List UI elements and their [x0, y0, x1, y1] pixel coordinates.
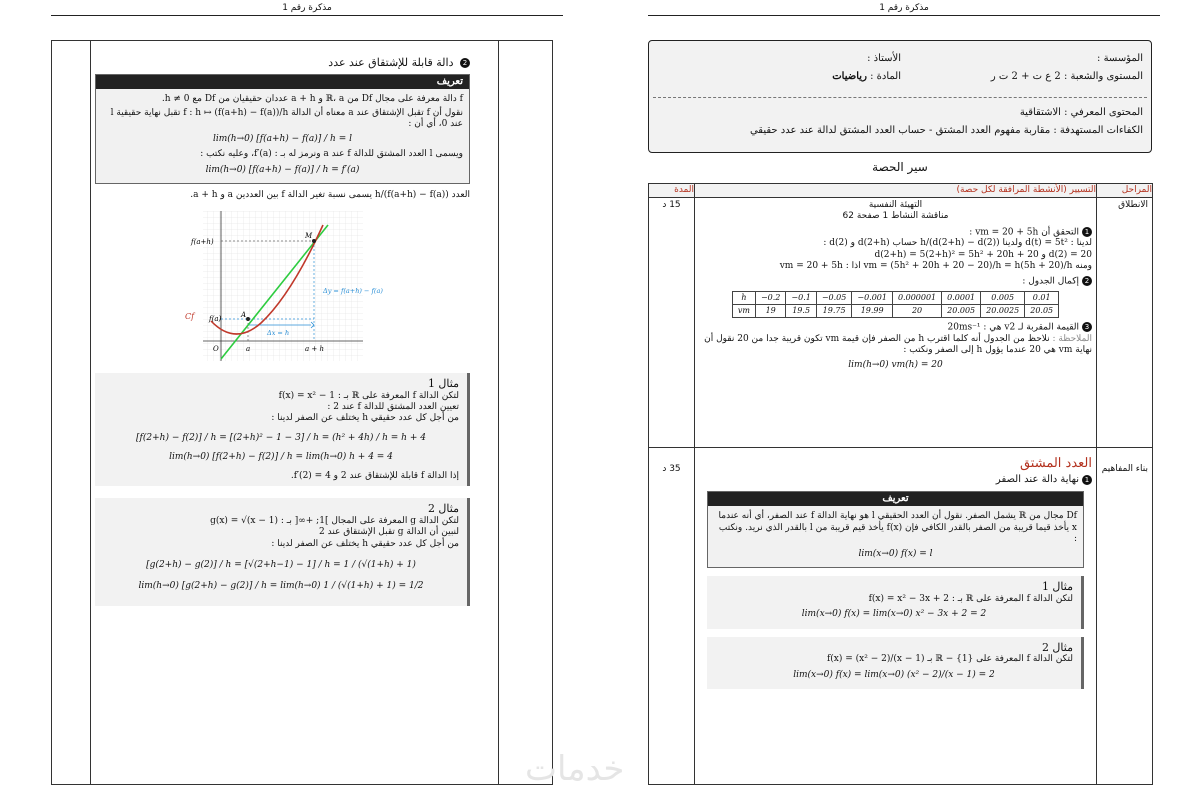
definition-line-3: ويسمى l العدد المشتق للدالة f عند a ونرمز له بـ : f′(a)، وعليه نكتب : [200, 149, 463, 160]
graph-label-ah: a + h [304, 345, 324, 353]
domain-label: المحتوى المعرفي : الاشتقاقية [1019, 107, 1143, 118]
table-cell: 0.005 [981, 291, 1025, 304]
q3-text: القيمة المقربة لـ v2 هي : 20ms⁻¹ [947, 322, 1079, 333]
definition-line-1: f دالة معرفة على مجال Df من ℝ، a و a + h عددان حقيقيان من Df مع h ≠ 0. [161, 94, 463, 105]
example-2-title: مثال 2 [427, 502, 459, 516]
example-1-formula-1: [f(2+h) − f(2)] / h = [(2+h)² − 1 − 3] / h = (h² + 4h) / h = h + 4 [136, 432, 426, 443]
example-1-line-4: إذا الدالة f قابلة للإشتقاق عند 2 و f′(2) = 4. [290, 471, 459, 481]
table-cell: 19.75 [816, 304, 852, 317]
page-header-right: مذكرة رقم 1 [648, 3, 1160, 16]
left-content [95, 52, 470, 612]
q1-text: التحقق أن vm = 20 + 5h : [969, 227, 1079, 237]
graph-label-a-point: A [240, 311, 246, 319]
graph-label-m: M [304, 232, 312, 240]
watermark-logo: خدمات [525, 749, 625, 789]
example-2-formula-1: [g(2+h) − g(2)] / h = [√(2+h−1) − 1] / h = 1 / (√(1+h) + 1) [146, 559, 416, 570]
institution-label: المؤسسة : [1097, 53, 1143, 64]
table-row [732, 304, 1058, 317]
example-1-box [95, 373, 470, 486]
q3-number: 3 [1082, 322, 1092, 332]
table-cell: 20 [892, 304, 941, 317]
q1-number: 1 [1082, 227, 1092, 237]
example-2-line-2: لنبين أن الدالة g تقبل الإشتقاق عند 2 [319, 527, 459, 538]
section-number: 2 [460, 58, 470, 68]
section-title-text: دالة قابلة للإشتقاق عند عدد [328, 56, 454, 69]
table-row [649, 448, 1153, 785]
table-cell: 0.01 [1025, 291, 1059, 304]
note-text: نلاحظ من الجدول أنه كلما اقترب h من الصفر فإن قيمة vm تكون قريبة جدا من 20 نقول أن نهاية vm هي 20 عندما يؤول h إلى الصفر ونكتب : [704, 333, 1092, 355]
table-cell: 20.0025 [981, 304, 1025, 317]
table-row [649, 198, 1153, 448]
definition-formula-1: lim(h→0) [f(a+h) − f(a)] / h = l [213, 134, 352, 144]
derivative-graph [183, 211, 383, 361]
lesson-plan-table [648, 183, 1153, 785]
q1-line-c: ومنه vm = (5h² + 20h + 20 − 20)/h = h(5h + 20)/h اذا : vm = 20 + 5h [779, 260, 1092, 271]
q1-line-a: لدينا : d(t) = 5t² ولدينا (d(2+h) − d(2))/h حساب d(2+h) و d(2) : [823, 238, 1092, 249]
definition-formula-2: lim(h→0) [f(a+h) − f(a)] / h = f′(a) [205, 164, 360, 175]
table-cell: 19.99 [852, 304, 893, 317]
graph-label-o: O [212, 345, 219, 353]
section-title [95, 56, 470, 70]
subject-value: رياضيات [832, 71, 867, 82]
table-cell: h [732, 291, 755, 304]
q2-text: إكمال الجدول : [1022, 276, 1079, 287]
build-example-2-title: مثال 2 [1041, 640, 1073, 654]
table-row [732, 291, 1058, 304]
graph-label-cf: Cf [184, 312, 194, 321]
build-sub-number: 1 [1082, 475, 1092, 485]
table-cell: 0.000001 [892, 291, 941, 304]
step-build [1097, 448, 1153, 785]
lesson-info-box [648, 40, 1152, 153]
build-example-1-box [707, 576, 1084, 628]
launch-limit: lim(h→0) vm(h) = 20 [848, 360, 943, 370]
note-label: الملاحظة : [1052, 333, 1092, 344]
launch-title-2: مناقشة النشاط 1 صفحة 62 [842, 211, 949, 222]
build-definition-text: Df مجال من ℝ يشمل الصفر. نقول أن العدد الحقيقي l هو نهاية الدالة f عند الصفر، أي أنه عندما x يأخذ قيما قريبة من الصفر بالقدر الكافي فإن f(x) يأخذ قيم قريبة من l بالقدر الذي نريد. ونكتب : [718, 511, 1077, 544]
rate-note: العدد (f(a+h) − f(a))/h يسمى نسبة تغير الدالة f بين العددين a و a + h. [190, 189, 470, 200]
example-1-line-1: لتكن الدالة f المعرفة على ℝ بـ : f(x) = x² − 1 [278, 390, 459, 401]
build-title: العدد المشتق [1019, 456, 1092, 471]
competency-label: الكفاءات المستهدفة : مقاربة مفهوم العدد المشتق - حساب العدد المشتق لدالة عند عدد حقيقي [749, 125, 1143, 136]
step-launch: الانطلاق [1097, 198, 1153, 448]
col-steps: المراحل [1097, 184, 1153, 198]
example-1-formula-2: lim(h→0) [f(2+h) − f(2)] / h = lim(h→0) h + 4 = 4 [169, 451, 393, 462]
build-activity [695, 448, 1097, 785]
definition-box [95, 74, 470, 184]
graph-label-fah: f(a+h) [190, 238, 214, 246]
example-1-line-3: من أجل كل عدد حقيقي h يختلف عن الصفر لدينا : [271, 413, 459, 424]
step-build-label: بناء المفاهيم [1101, 464, 1148, 474]
definition-head: تعريف [96, 75, 469, 90]
build-duration [649, 448, 695, 785]
build-definition-head: تعريف [708, 492, 1083, 507]
q2-number: 2 [1082, 276, 1092, 286]
graph-label-dy: Δy = f(a+h) − f(a) [322, 287, 383, 295]
build-example-2-formula: lim(x→0) f(x) = lim(x→0) (x² − 2)/(x − 1) = 2 [793, 669, 995, 680]
table-cell: −0.1 [786, 291, 816, 304]
build-example-1-formula: lim(x→0) f(x) = lim(x→0) x² − 3x + 2 = 2 [801, 609, 987, 620]
build-duration-label: 35 د [662, 464, 681, 474]
table-cell: 19.5 [786, 304, 816, 317]
build-example-2-box [707, 637, 1084, 689]
page-header-left: مذكرة رقم 1 [51, 3, 563, 16]
build-definition-formula: lim(x→0) f(x) = l [858, 549, 933, 559]
example-2-formula-2: lim(h→0) [g(2+h) − g(2)] / h = lim(h→0) 1 / (√(1+h) + 1) = 1/2 [138, 581, 424, 591]
graph-label-fa: f(a) [208, 315, 221, 323]
teacher-label: الأستاذ : [867, 53, 901, 64]
graph-label-a: a [245, 345, 250, 353]
table-cell: 0.0001 [942, 291, 981, 304]
example-1-line-2: تعيين العدد المشتق للدالة f عند 2 : [327, 402, 459, 412]
example-2-line-3: من أجل كل عدد حقيقي h يختلف عن الصفر لدينا : [271, 538, 459, 549]
table-cell: 20.05 [1025, 304, 1059, 317]
launch-title-1: التهيئة النفسية [868, 200, 923, 210]
build-example-2-text: لتكن الدالة f المعرفة على ℝ − {1} بـ f(x) = (x² − 2)/(x − 1) [826, 654, 1073, 665]
plan-title: سير الحصة [872, 160, 928, 174]
example-2-line-1: لتكن الدالة g المعرفة على المجال ]1; +∞[ بـ : g(x) = √(x − 1) [210, 516, 459, 526]
level-label: المستوى والشعبة : 2 ع ت + 2 ت ر [990, 71, 1143, 82]
col-duration: المدة [649, 184, 695, 198]
table-cell: 19 [755, 304, 785, 317]
example-1-title: مثال 1 [427, 377, 459, 390]
build-sub: نهاية دالة عند الصفر [995, 474, 1079, 486]
q1-line-b: d(2) = 20 و d(2+h) = 5(2+h)² = 5h² + 20h + 20 [874, 249, 1092, 260]
example-2-box [95, 498, 470, 606]
build-example-1-title: مثال 1 [1041, 580, 1073, 594]
table-cell: −0.2 [755, 291, 785, 304]
table-cell: −0.05 [816, 291, 852, 304]
build-definition-box [707, 491, 1084, 569]
subject-row [832, 71, 901, 84]
build-example-1-text: لتكن الدالة f المعرفة على ℝ بـ : f(x) = x² − 3x + 2 [868, 594, 1073, 604]
col-activity: التسيير (الأنشطة المرافقة لكل حصة) [695, 184, 1097, 198]
launch-activity [695, 198, 1097, 448]
table-cell: 20.005 [942, 304, 981, 317]
table-cell: vm [732, 304, 755, 317]
graph-label-dx: Δx = h [266, 329, 289, 337]
definition-line-2: نقول أن f تقبل الإشتقاق عند a معناه أن الدالة f : h ↦ (f(a+h) − f(a))/h تقبل نهاية حقيقية l عند 0، أي أن : [110, 107, 463, 129]
table-cell: −0.001 [852, 291, 893, 304]
values-table [732, 291, 1059, 318]
subject-label: المادة : [870, 71, 901, 82]
launch-duration: 15 د [649, 198, 695, 448]
